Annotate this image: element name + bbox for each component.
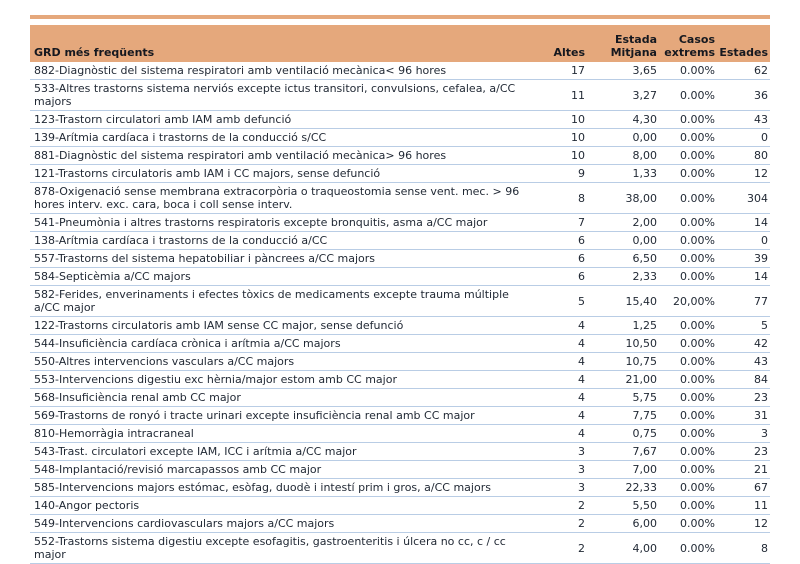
estades-cell: 67: [717, 479, 770, 497]
table-row: [30, 286, 770, 317]
altes-cell: 10: [538, 129, 587, 147]
table-row: [30, 111, 770, 129]
estades-cell: 5: [717, 317, 770, 335]
top-rule-divider: [30, 15, 770, 19]
estada-mitjana-cell: 7,67: [587, 443, 659, 461]
estades-cell: 36: [717, 80, 770, 111]
grd-report: [30, 0, 770, 564]
estada-mitjana-cell: 7,00: [587, 461, 659, 479]
table-row: [30, 497, 770, 515]
table-row: [30, 268, 770, 286]
grd-cell: 544-Insuficiència cardíaca crònica i arítmia a/CC majors: [30, 335, 538, 353]
estades-cell: 31: [717, 407, 770, 425]
grd-cell: 122-Trastorns circulatoris amb IAM sense CC major, sense defunció: [30, 317, 538, 335]
casos-extrems-cell: 0.00%: [659, 268, 717, 286]
table-row: [30, 425, 770, 443]
casos-extrems-cell: 0.00%: [659, 80, 717, 111]
altes-cell: 8: [538, 183, 587, 214]
table-row: [30, 214, 770, 232]
table-row: [30, 62, 770, 80]
casos-extrems-cell: 0.00%: [659, 461, 717, 479]
estada-mitjana-cell: 38,00: [587, 183, 659, 214]
altes-cell: 3: [538, 443, 587, 461]
table-row: [30, 353, 770, 371]
estada-mitjana-cell: 15,40: [587, 286, 659, 317]
estades-cell: 77: [717, 286, 770, 317]
table-row: [30, 443, 770, 461]
altes-cell: 4: [538, 389, 587, 407]
grd-cell: 878-Oxigenació sense membrana extracorpòria o traqueostomia sense vent. mec. > 96 hores interv. exc. cara, boca i coll sense interv.: [30, 183, 538, 214]
table-body: [30, 62, 770, 564]
estades-cell: 12: [717, 515, 770, 533]
casos-extrems-cell: 0.00%: [659, 425, 717, 443]
altes-cell: 10: [538, 111, 587, 129]
table-row: [30, 389, 770, 407]
estada-mitjana-cell: 4,30: [587, 111, 659, 129]
altes-cell: 6: [538, 232, 587, 250]
column-header-estades: Estades: [717, 25, 770, 62]
estades-cell: 23: [717, 389, 770, 407]
casos-extrems-cell: 0.00%: [659, 232, 717, 250]
table-row: [30, 183, 770, 214]
estada-mitjana-cell: 6,00: [587, 515, 659, 533]
casos-extrems-cell: 0.00%: [659, 497, 717, 515]
altes-cell: 2: [538, 533, 587, 564]
grd-cell: 541-Pneumònia i altres trastorns respiratoris excepte bronquitis, asma a/CC major: [30, 214, 538, 232]
estada-mitjana-cell: 4,00: [587, 533, 659, 564]
table-row: [30, 317, 770, 335]
estada-mitjana-cell: 2,00: [587, 214, 659, 232]
estades-cell: 42: [717, 335, 770, 353]
grd-cell: 582-Ferides, enverinaments i efectes tòxics de medicaments excepte trauma múltiple a/CC major: [30, 286, 538, 317]
estada-mitjana-cell: 8,00: [587, 147, 659, 165]
casos-extrems-cell: 0.00%: [659, 515, 717, 533]
estada-mitjana-cell: 7,75: [587, 407, 659, 425]
estada-mitjana-cell: 0,75: [587, 425, 659, 443]
estada-mitjana-cell: 22,33: [587, 479, 659, 497]
casos-extrems-cell: 0.00%: [659, 533, 717, 564]
casos-extrems-cell: 0.00%: [659, 165, 717, 183]
table-row: [30, 515, 770, 533]
casos-extrems-cell: 0.00%: [659, 335, 717, 353]
grd-cell: 881-Diagnòstic del sistema respiratori amb ventilació mecànica> 96 hores: [30, 147, 538, 165]
estada-mitjana-cell: 0,00: [587, 232, 659, 250]
grd-cell: 585-Intervencions majors estómac, esòfag, duodè i intestí prim i gros, a/CC majors: [30, 479, 538, 497]
estades-cell: 80: [717, 147, 770, 165]
estades-cell: 14: [717, 268, 770, 286]
altes-cell: 6: [538, 250, 587, 268]
grd-frequency-table: [30, 25, 770, 564]
estada-mitjana-cell: 5,50: [587, 497, 659, 515]
casos-extrems-cell: 0.00%: [659, 389, 717, 407]
altes-cell: 9: [538, 165, 587, 183]
casos-extrems-cell: 0.00%: [659, 129, 717, 147]
table-row: [30, 147, 770, 165]
grd-cell: 140-Angor pectoris: [30, 497, 538, 515]
estada-mitjana-cell: 21,00: [587, 371, 659, 389]
grd-cell: 552-Trastorns sistema digestiu excepte esofagitis, gastroenteritis i úlcera no cc, c / cc major: [30, 533, 538, 564]
altes-cell: 4: [538, 371, 587, 389]
estades-cell: 23: [717, 443, 770, 461]
column-header-altes: Altes: [538, 25, 587, 62]
casos-extrems-cell: 0.00%: [659, 183, 717, 214]
estades-cell: 62: [717, 62, 770, 80]
altes-cell: 10: [538, 147, 587, 165]
casos-extrems-cell: 0.00%: [659, 479, 717, 497]
estades-cell: 14: [717, 214, 770, 232]
column-header-grd: GRD més freqüents: [30, 25, 538, 62]
casos-extrems-cell: 0.00%: [659, 443, 717, 461]
estada-mitjana-cell: 3,65: [587, 62, 659, 80]
grd-cell: 139-Arítmia cardíaca i trastorns de la conducció s/CC: [30, 129, 538, 147]
estada-mitjana-cell: 2,33: [587, 268, 659, 286]
casos-extrems-cell: 0.00%: [659, 371, 717, 389]
table-row: [30, 232, 770, 250]
estada-mitjana-cell: 3,27: [587, 80, 659, 111]
estades-cell: 11: [717, 497, 770, 515]
grd-cell: 568-Insuficiència renal amb CC major: [30, 389, 538, 407]
table-row: [30, 129, 770, 147]
casos-extrems-cell: 0.00%: [659, 407, 717, 425]
estades-cell: 43: [717, 111, 770, 129]
casos-extrems-cell: 0.00%: [659, 62, 717, 80]
altes-cell: 3: [538, 479, 587, 497]
grd-cell: 584-Septicèmia a/CC majors: [30, 268, 538, 286]
grd-cell: 533-Altres trastorns sistema nerviós excepte ictus transitori, convulsions, cefalea, a/CC majors: [30, 80, 538, 111]
table-row: [30, 80, 770, 111]
altes-cell: 3: [538, 461, 587, 479]
estada-mitjana-cell: 0,00: [587, 129, 659, 147]
table-row: [30, 371, 770, 389]
casos-extrems-cell: 0.00%: [659, 147, 717, 165]
estades-cell: 84: [717, 371, 770, 389]
casos-extrems-cell: 0.00%: [659, 214, 717, 232]
grd-cell: 138-Arítmia cardíaca i trastorns de la conducció a/CC: [30, 232, 538, 250]
table-row: [30, 479, 770, 497]
grd-cell: 553-Intervencions digestiu exc hèrnia/major estom amb CC major: [30, 371, 538, 389]
altes-cell: 11: [538, 80, 587, 111]
estada-mitjana-cell: 1,25: [587, 317, 659, 335]
estades-cell: 21: [717, 461, 770, 479]
altes-cell: 5: [538, 286, 587, 317]
estada-mitjana-cell: 5,75: [587, 389, 659, 407]
estades-cell: 0: [717, 129, 770, 147]
altes-cell: 2: [538, 515, 587, 533]
estades-cell: 43: [717, 353, 770, 371]
casos-extrems-cell: 0.00%: [659, 317, 717, 335]
table-header: [30, 25, 770, 62]
casos-extrems-cell: 0.00%: [659, 250, 717, 268]
table-row: [30, 165, 770, 183]
table-row: [30, 335, 770, 353]
grd-cell: 121-Trastorns circulatoris amb IAM i CC majors, sense defunció: [30, 165, 538, 183]
estades-cell: 3: [717, 425, 770, 443]
altes-cell: 4: [538, 317, 587, 335]
altes-cell: 4: [538, 335, 587, 353]
grd-cell: 548-Implantació/revisió marcapassos amb CC major: [30, 461, 538, 479]
estades-cell: 12: [717, 165, 770, 183]
table-row: [30, 533, 770, 564]
table-row: [30, 461, 770, 479]
table-row: [30, 250, 770, 268]
estades-cell: 0: [717, 232, 770, 250]
casos-extrems-cell: 0.00%: [659, 111, 717, 129]
altes-cell: 17: [538, 62, 587, 80]
grd-cell: 543-Trast. circulatori excepte IAM, ICC i arítmia a/CC major: [30, 443, 538, 461]
column-header-estada-mitjana: Estada Mitjana: [587, 25, 659, 62]
altes-cell: 4: [538, 353, 587, 371]
altes-cell: 4: [538, 407, 587, 425]
altes-cell: 6: [538, 268, 587, 286]
altes-cell: 7: [538, 214, 587, 232]
grd-cell: 557-Trastorns del sistema hepatobiliar i pàncrees a/CC majors: [30, 250, 538, 268]
grd-cell: 550-Altres intervencions vasculars a/CC majors: [30, 353, 538, 371]
column-header-casos-extrems: Casos extrems: [659, 25, 717, 62]
casos-extrems-cell: 0.00%: [659, 353, 717, 371]
estades-cell: 304: [717, 183, 770, 214]
grd-cell: 882-Diagnòstic del sistema respiratori amb ventilació mecànica< 96 hores: [30, 62, 538, 80]
grd-cell: 810-Hemorràgia intracraneal: [30, 425, 538, 443]
estada-mitjana-cell: 10,50: [587, 335, 659, 353]
estada-mitjana-cell: 10,75: [587, 353, 659, 371]
estada-mitjana-cell: 6,50: [587, 250, 659, 268]
estada-mitjana-cell: 1,33: [587, 165, 659, 183]
grd-cell: 549-Intervencions cardiovasculars majors a/CC majors: [30, 515, 538, 533]
grd-cell: 569-Trastorns de ronyó i tracte urinari excepte insuficiència renal amb CC major: [30, 407, 538, 425]
altes-cell: 4: [538, 425, 587, 443]
table-header-row: [30, 25, 770, 62]
grd-cell: 123-Trastorn circulatori amb IAM amb defunció: [30, 111, 538, 129]
table-row: [30, 407, 770, 425]
estades-cell: 8: [717, 533, 770, 564]
estades-cell: 39: [717, 250, 770, 268]
casos-extrems-cell: 20,00%: [659, 286, 717, 317]
altes-cell: 2: [538, 497, 587, 515]
